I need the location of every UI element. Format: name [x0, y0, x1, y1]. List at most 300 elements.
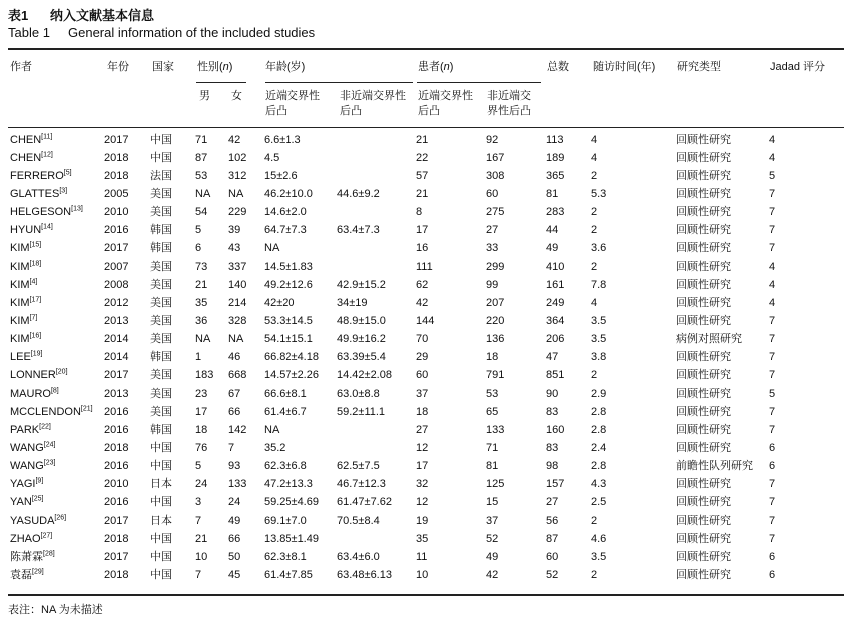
cell-jadad: 6 [769, 441, 776, 454]
cell-pat-npjk: 60 [486, 187, 499, 200]
cell-age-pjk: 62.3±6.8 [264, 460, 307, 473]
header-total: 总数 [547, 61, 569, 73]
cell-male: 24 [195, 478, 208, 491]
cell-author [8, 385, 104, 403]
cell-pat-pjk: 18 [416, 405, 429, 418]
cell-year: 2017 [104, 133, 129, 146]
cell-age-npjk [337, 530, 416, 548]
cell-type: 回顾性研究 [676, 314, 731, 327]
cell-country: 美国 [150, 278, 172, 291]
cell-year: 2007 [104, 260, 129, 273]
cell-male: 7 [195, 514, 202, 527]
cell-pat-pjk: 12 [416, 496, 429, 509]
cell-country: 中国 [150, 133, 172, 146]
cell-male: 36 [195, 314, 208, 327]
cell-male: NA [195, 333, 211, 346]
header-male: 男 [199, 90, 210, 102]
reference-marker: [15] [29, 241, 42, 249]
cell-male: 73 [195, 260, 208, 273]
cell-age-npjk: 63.4±6.0 [337, 550, 380, 563]
cell-age-pjk: NA [264, 242, 280, 255]
cell-followup: 4 [591, 151, 598, 164]
cell-year: 2016 [104, 224, 129, 237]
cell-jadad: 4 [769, 278, 776, 291]
header-patients-npjk: 非近端交 界性后凸 [487, 90, 531, 117]
cell-country: 韩国 [150, 351, 172, 364]
reference-marker: [17] [29, 296, 42, 304]
cell-male: NA [195, 187, 211, 200]
cell-female: 66 [228, 532, 241, 545]
cell-pat-pjk: 10 [416, 568, 429, 581]
cell-age-npjk [337, 204, 416, 222]
cell-female: 133 [228, 478, 247, 491]
cell-type: 回顾性研究 [676, 296, 731, 309]
cell-age-pjk: 53.3±14.5 [264, 314, 313, 327]
cell-type: 回顾性研究 [676, 278, 731, 291]
cell-pat-npjk: 18 [486, 351, 499, 364]
reference-marker: [21] [80, 405, 93, 413]
studies-table [8, 131, 844, 585]
cell-jadad: 7 [769, 514, 776, 527]
table-row [8, 149, 844, 167]
cell-pat-pjk: 57 [416, 169, 429, 182]
cell-country: 中国 [150, 550, 172, 563]
cell-age-npjk: 48.9±15.0 [337, 314, 386, 327]
author-name: HELGESON [10, 206, 72, 219]
cell-author [8, 367, 104, 385]
cell-pat-npjk: 65 [486, 405, 499, 418]
cell-female: 24 [228, 496, 241, 509]
cell-pat-pjk: 19 [416, 514, 429, 527]
author-name: 陈萧霖 [10, 550, 43, 563]
author-name: ZHAO [10, 532, 41, 545]
cell-year: 2018 [104, 151, 129, 164]
reference-marker: [7] [29, 314, 38, 322]
cell-type: 回顾性研究 [676, 351, 731, 364]
table-caption-cn [8, 5, 154, 24]
cell-total: 113 [546, 133, 564, 146]
cell-author [8, 294, 104, 312]
cell-male: 3 [195, 496, 202, 509]
cell-female: 66 [228, 405, 241, 418]
reference-marker: [29] [32, 568, 44, 576]
cell-type: 回顾性研究 [676, 550, 731, 563]
table-row [8, 349, 844, 367]
cell-author [8, 240, 104, 258]
cell-followup: 3.5 [591, 550, 607, 563]
cell-age-pjk: 14.6±2.0 [264, 206, 307, 219]
table-row [8, 294, 844, 312]
cell-pat-pjk: 27 [416, 423, 429, 436]
cell-male: 7 [195, 568, 202, 581]
cell-author [8, 494, 104, 512]
cell-male: 1 [195, 351, 202, 364]
cell-age-npjk [337, 439, 416, 457]
cell-total: 52 [546, 568, 559, 581]
cell-male: 183 [195, 369, 214, 382]
cell-followup: 2 [591, 169, 598, 182]
reference-marker: [5] [63, 169, 72, 177]
table-number-cn: 表1 [8, 8, 29, 23]
reference-marker: [14] [41, 223, 53, 231]
cell-author [8, 421, 104, 439]
cell-age-npjk: 63.4±7.3 [337, 224, 380, 237]
author-name: KIM [10, 242, 30, 255]
cell-female: 140 [228, 278, 247, 291]
reference-marker: [16] [29, 332, 42, 340]
table-note: 表注：NA 为未描述 [8, 604, 103, 616]
author-name: KIM [10, 278, 30, 291]
cell-female: 337 [228, 260, 247, 273]
reference-marker: [4] [29, 278, 38, 286]
cell-followup: 2 [591, 514, 598, 527]
cell-pat-npjk: 167 [486, 151, 505, 164]
cell-pat-npjk: 275 [486, 206, 505, 219]
cell-country: 美国 [150, 314, 172, 327]
table-row [8, 222, 844, 240]
cell-female: 102 [228, 151, 247, 164]
cell-age-pjk: NA [264, 423, 280, 436]
cell-female: 43 [228, 242, 241, 255]
cell-total: 83 [546, 441, 559, 454]
cell-total: 56 [546, 514, 559, 527]
table-row [8, 258, 844, 276]
cell-country: 日本 [150, 478, 172, 491]
patients-sub-rule [417, 82, 541, 83]
cell-year: 2016 [104, 460, 129, 473]
cell-country: 美国 [150, 333, 172, 346]
header-country: 国家 [152, 61, 174, 73]
author-name: 袁磊 [10, 568, 32, 581]
cell-male: 17 [195, 405, 208, 418]
table-row [8, 204, 844, 222]
cell-age-pjk: 62.3±8.1 [264, 550, 307, 563]
cell-age-npjk: 62.5±7.5 [337, 460, 380, 473]
author-name: KIM [10, 296, 30, 309]
cell-followup: 2.8 [591, 423, 607, 436]
cell-female: 67 [228, 387, 241, 400]
cell-pat-npjk: 15 [486, 496, 499, 509]
cell-followup: 2 [591, 369, 598, 382]
cell-year: 2013 [104, 314, 129, 327]
cell-female: NA [228, 187, 244, 200]
cell-type: 回顾性研究 [676, 568, 731, 581]
cell-year: 2010 [104, 206, 129, 219]
author-name: CHEN [10, 133, 42, 146]
header-gender: 性别(n) [197, 61, 233, 73]
reference-marker: [13] [71, 205, 83, 213]
cell-year: 2010 [104, 478, 129, 491]
reference-marker: [12] [41, 151, 53, 159]
author-name: MCCLENDON [10, 405, 81, 418]
header-year: 年份 [107, 61, 129, 73]
cell-male: 21 [195, 532, 208, 545]
cell-female: 312 [228, 169, 247, 182]
cell-year: 2017 [104, 242, 129, 255]
cell-followup: 4 [591, 133, 598, 146]
cell-jadad: 6 [769, 460, 776, 473]
cell-followup: 3.6 [591, 242, 607, 255]
cell-jadad: 7 [769, 187, 776, 200]
header-patients: 患者(n) [418, 61, 454, 73]
cell-author [8, 276, 104, 294]
cell-year: 2016 [104, 423, 129, 436]
table-row [8, 331, 844, 349]
cell-pat-npjk: 133 [486, 423, 505, 436]
reference-marker: [20] [55, 368, 68, 376]
cell-female: 328 [228, 314, 247, 327]
table-row [8, 240, 844, 258]
cell-pat-npjk: 49 [486, 550, 499, 563]
cell-year: 2018 [104, 441, 129, 454]
cell-age-pjk: 61.4±6.7 [264, 405, 307, 418]
author-name: CHEN [10, 151, 42, 164]
table-row [8, 458, 844, 476]
cell-male: 6 [195, 242, 202, 255]
cell-country: 美国 [150, 296, 172, 309]
cell-pat-npjk: 37 [486, 514, 499, 527]
cell-female: 229 [228, 206, 247, 219]
table-row [8, 385, 844, 403]
cell-female: 142 [228, 423, 247, 436]
cell-female: 39 [228, 224, 241, 237]
cell-pat-npjk: 136 [486, 333, 505, 346]
cell-followup: 2 [591, 224, 598, 237]
cell-age-pjk: 66.6±8.1 [264, 387, 307, 400]
cell-author [8, 566, 104, 584]
cell-jadad: 7 [769, 351, 776, 364]
cell-country: 美国 [150, 405, 172, 418]
table-row [8, 512, 844, 530]
cell-year: 2005 [104, 187, 129, 200]
cell-pat-pjk: 111 [416, 260, 433, 273]
cell-type: 回顾性研究 [676, 169, 731, 182]
table-row [8, 185, 844, 203]
cell-jadad: 7 [769, 206, 776, 219]
bottom-rule [8, 594, 844, 596]
studies-table-body [8, 131, 844, 585]
cell-age-npjk: 14.42±2.08 [337, 369, 392, 382]
header-patients-pjk: 近端交界性 后凸 [418, 90, 473, 117]
table-row [8, 530, 844, 548]
cell-male: 87 [195, 151, 208, 164]
cell-followup: 2.8 [591, 405, 607, 418]
reference-marker: [23] [43, 459, 56, 467]
cell-pat-npjk: 92 [486, 133, 499, 146]
cell-type: 回顾性研究 [676, 133, 731, 146]
cell-total: 189 [546, 151, 565, 164]
cell-male: 18 [195, 423, 208, 436]
reference-marker: [22] [39, 423, 51, 431]
cell-pat-pjk: 60 [416, 369, 429, 382]
cell-followup: 7.8 [591, 278, 607, 291]
cell-age-npjk [337, 240, 416, 258]
cell-male: 35 [195, 296, 208, 309]
cell-age-npjk: 44.6±9.2 [337, 187, 380, 200]
cell-pat-npjk: 207 [486, 296, 505, 309]
cell-pat-pjk: 21 [416, 187, 429, 200]
cell-year: 2018 [104, 532, 129, 545]
cell-age-pjk: 54.1±15.1 [264, 333, 313, 346]
cell-followup: 3.5 [591, 333, 607, 346]
cell-jadad: 4 [769, 296, 776, 309]
cell-followup: 2 [591, 260, 598, 273]
cell-male: 5 [195, 224, 202, 237]
cell-female: NA [228, 333, 244, 346]
cell-age-npjk: 42.9±15.2 [337, 278, 386, 291]
cell-pat-npjk: 27 [486, 224, 499, 237]
cell-author [8, 131, 104, 149]
cell-followup: 2.9 [591, 387, 607, 400]
header-rule [8, 127, 844, 128]
cell-country: 美国 [150, 260, 172, 273]
cell-pat-npjk: 33 [486, 242, 499, 255]
author-name: KIM [10, 260, 30, 273]
reference-marker: [28] [43, 550, 55, 558]
author-name: KIM [10, 314, 30, 327]
table-row [8, 421, 844, 439]
table-row [8, 367, 844, 385]
cell-total: 365 [546, 169, 565, 182]
cell-total: 87 [546, 532, 559, 545]
cell-type: 回顾性研究 [676, 151, 731, 164]
cell-jadad: 7 [769, 496, 776, 509]
cell-jadad: 7 [769, 224, 776, 237]
cell-total: 90 [546, 387, 559, 400]
header-jadad: Jadad 评分 [770, 61, 826, 73]
cell-country: 韩国 [150, 224, 172, 237]
cell-age-pjk: 6.6±1.3 [264, 133, 301, 146]
cell-male: 23 [195, 387, 208, 400]
author-name: FERRERO [10, 169, 64, 182]
table-title-en: General information of the included studies [68, 25, 316, 40]
table-row [8, 167, 844, 185]
cell-country: 中国 [150, 151, 172, 164]
cell-age-npjk: 70.5±8.4 [337, 514, 380, 527]
cell-pat-pjk: 37 [416, 387, 429, 400]
cell-jadad: 7 [769, 369, 776, 382]
header-followup: 随访时间(年) [593, 61, 656, 73]
cell-jadad: 4 [769, 151, 776, 164]
table-row [8, 548, 844, 566]
cell-total: 283 [546, 206, 565, 219]
cell-pat-pjk: 12 [416, 441, 429, 454]
cell-total: 157 [546, 478, 565, 491]
cell-age-npjk: 63.0±8.8 [337, 387, 380, 400]
cell-followup: 3.8 [591, 351, 607, 364]
author-name: YASUDA [10, 514, 55, 527]
cell-author [8, 476, 104, 494]
cell-year: 2017 [104, 514, 129, 527]
table-row [8, 312, 844, 330]
cell-year: 2014 [104, 351, 129, 364]
cell-pat-pjk: 144 [416, 314, 435, 327]
cell-male: 71 [195, 133, 208, 146]
table-row [8, 403, 844, 421]
cell-author [8, 439, 104, 457]
cell-pat-pjk: 17 [416, 460, 429, 473]
cell-female: 93 [228, 460, 241, 473]
cell-age-npjk [337, 421, 416, 439]
cell-male: 10 [195, 550, 208, 563]
cell-pat-npjk: 81 [486, 460, 499, 473]
cell-jadad: 4 [769, 260, 776, 273]
cell-type: 回顾性研究 [676, 478, 731, 491]
cell-male: 21 [195, 278, 208, 291]
cell-country: 中国 [150, 460, 172, 473]
cell-total: 47 [546, 351, 559, 364]
cell-total: 60 [546, 550, 559, 563]
cell-type: 回顾性研究 [676, 423, 731, 436]
cell-age-npjk: 63.39±5.4 [337, 351, 386, 364]
cell-female: 50 [228, 550, 241, 563]
cell-age-pjk: 47.2±13.3 [264, 478, 313, 491]
reference-marker: [25] [31, 495, 44, 503]
cell-country: 美国 [150, 387, 172, 400]
cell-jadad: 7 [769, 242, 776, 255]
cell-female: 49 [228, 514, 241, 527]
header-author: 作者 [10, 61, 32, 73]
cell-age-pjk: 15±2.6 [264, 169, 298, 182]
cell-followup: 4 [591, 296, 598, 309]
cell-type: 病例对照研究 [676, 333, 742, 346]
cell-jadad: 7 [769, 423, 776, 436]
cell-age-pjk: 59.25±4.69 [264, 496, 319, 509]
header-study-type: 研究类型 [677, 61, 721, 73]
cell-jadad: 6 [769, 550, 776, 563]
cell-age-pjk: 69.1±7.0 [264, 514, 307, 527]
cell-age-npjk [337, 258, 416, 276]
cell-author [8, 403, 104, 421]
cell-followup: 3.5 [591, 314, 607, 327]
cell-total: 410 [546, 260, 565, 273]
cell-country: 中国 [150, 532, 172, 545]
author-name: LONNER [10, 369, 56, 382]
cell-jadad: 7 [769, 532, 776, 545]
cell-age-pjk: 49.2±12.6 [264, 278, 313, 291]
cell-total: 44 [546, 224, 559, 237]
cell-author [8, 512, 104, 530]
cell-female: 46 [228, 351, 241, 364]
cell-pat-npjk: 99 [486, 278, 499, 291]
table-number-en: Table 1 [8, 25, 50, 40]
cell-pat-npjk: 42 [486, 568, 499, 581]
cell-total: 161 [546, 278, 565, 291]
cell-type: 回顾性研究 [676, 387, 731, 400]
reference-marker: [27] [40, 532, 53, 539]
cell-pat-npjk: 308 [486, 169, 505, 182]
cell-author [8, 222, 104, 240]
cell-jadad: 7 [769, 333, 776, 346]
cell-type: 回顾性研究 [676, 187, 731, 200]
cell-age-pjk: 64.7±7.3 [264, 224, 307, 237]
cell-year: 2017 [104, 550, 129, 563]
reference-marker: [24] [43, 441, 56, 449]
cell-total: 98 [546, 460, 559, 473]
reference-marker: [8] [50, 386, 59, 394]
cell-type: 回顾性研究 [676, 496, 731, 509]
cell-country: 韩国 [150, 242, 172, 255]
cell-author [8, 349, 104, 367]
cell-pat-pjk: 22 [416, 151, 429, 164]
cell-jadad: 7 [769, 314, 776, 327]
reference-marker: [9] [35, 477, 44, 485]
author-name: HYUN [10, 224, 42, 237]
cell-jadad: 4 [769, 133, 776, 146]
author-name: YAN [10, 496, 32, 509]
cell-age-npjk [337, 167, 416, 185]
cell-age-npjk: 34±19 [337, 296, 368, 309]
